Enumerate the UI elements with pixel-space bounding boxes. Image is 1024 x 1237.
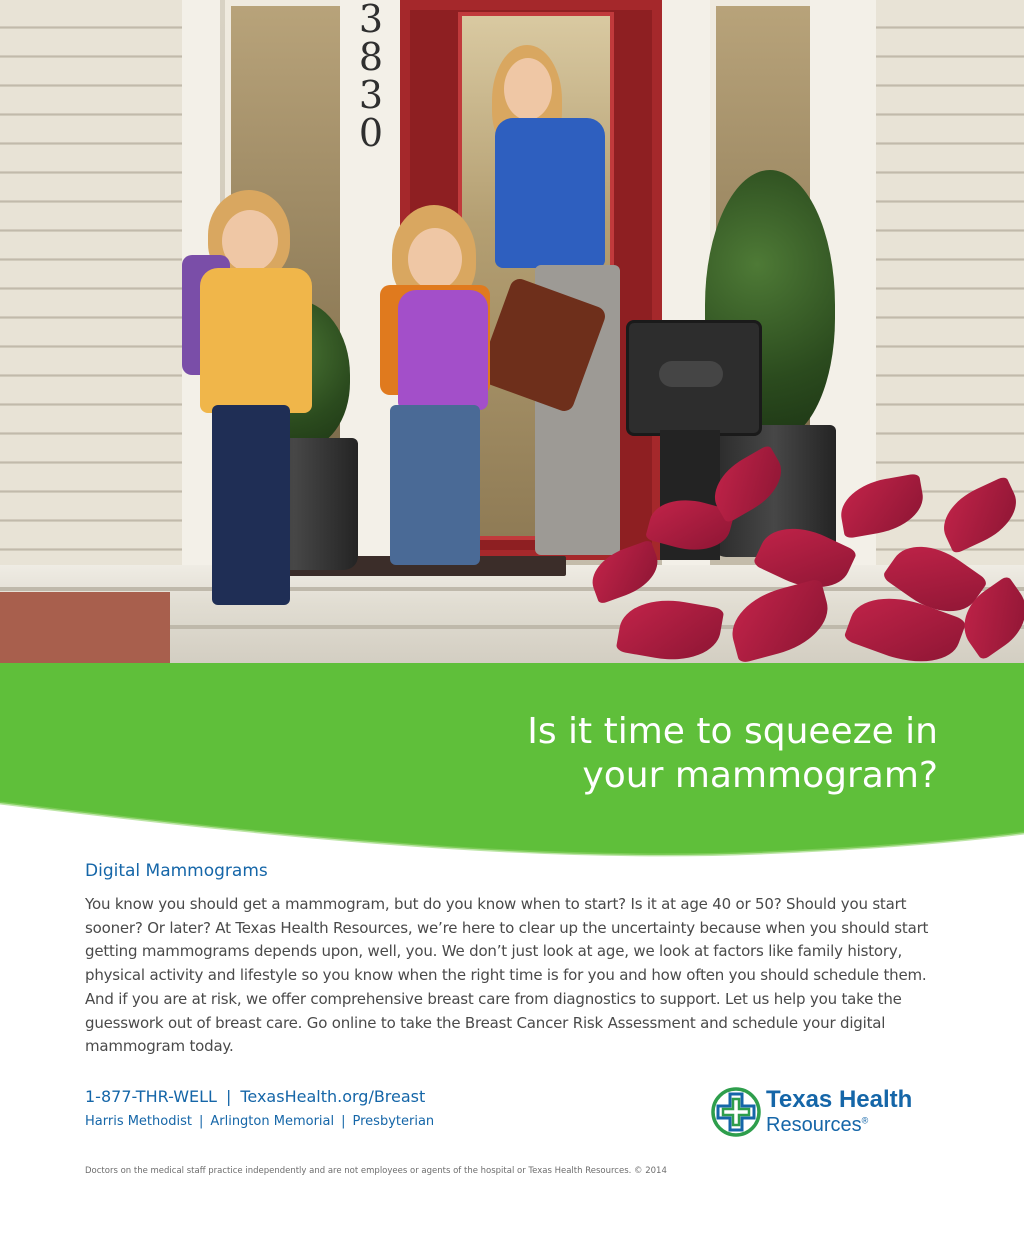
hospital-separator: |	[198, 1114, 204, 1129]
section-heading: Digital Mammograms	[85, 861, 268, 881]
girl-right-jeans	[390, 405, 480, 565]
house-number-digit: 8	[358, 35, 384, 79]
girl-left-face	[222, 210, 278, 272]
hospital-name: Harris Methodist	[85, 1114, 192, 1129]
mother-face	[504, 58, 552, 120]
girl-left-shirt	[200, 268, 312, 413]
coleus-flowerbed	[560, 440, 1024, 663]
website-link[interactable]: TexasHealth.org/Breast	[240, 1087, 426, 1106]
brick-step	[0, 592, 170, 663]
house-number-digit: 0	[358, 111, 384, 155]
disclaimer: Doctors on the medical staff practice independently and are not employees or agents of the hospital or Texas Health Resources. © 2014	[85, 1166, 667, 1176]
phone-number[interactable]: 1-877-THR-WELL	[85, 1087, 217, 1106]
hospital-separator: |	[341, 1114, 346, 1129]
girl-right-face	[408, 228, 462, 290]
leaf	[724, 578, 837, 663]
headline	[338, 710, 938, 798]
hospital-name: Presbyterian	[352, 1114, 435, 1129]
house-number	[356, 0, 386, 155]
contact-separator: |	[225, 1087, 232, 1106]
hospital-name: Arlington Memorial	[210, 1114, 335, 1129]
mailbox-plate	[659, 361, 723, 387]
leaf	[616, 592, 725, 663]
house-number-digit: 3	[358, 0, 384, 41]
registered-mark: ®	[861, 1115, 869, 1126]
girl-left-jeans	[212, 405, 290, 605]
leaf	[836, 473, 928, 539]
mailbox	[626, 320, 762, 436]
girl-right-shirt	[398, 290, 488, 410]
body-copy: You know you should get a mammogram, but do you know when to start? Is it at age 40 or 50? Should you start sooner? Or later? At Texas Health Resources, we’re here to clear up the uncertainty because when you should start getting mammograms depends upon, well, you. We don’t just look at age, we look at factors like family history, physical activity and lifestyle so you know when the right time is for you and how often you should schedule them. And if you are at risk, we offer comprehensive breast care from diagnostics to support. Let us help you take the guesswork out of breast care. Go online to take the Breast Cancer Risk Assessment and schedule your digital mammogram today.	[85, 895, 929, 1056]
contact-line	[85, 1087, 425, 1106]
house-siding-left	[0, 0, 190, 600]
leaf	[933, 475, 1024, 554]
hospital-list	[85, 1114, 434, 1129]
logo-text-line-1: Texas Health	[766, 1086, 913, 1113]
logo-text-resources: Resources	[766, 1114, 862, 1136]
headline-line-2: your mammogram?	[582, 755, 938, 796]
mother-blouse	[495, 118, 605, 268]
headline-line-1: Is it time to squeeze in	[527, 711, 938, 752]
texas-health-logo	[710, 1086, 950, 1140]
cross-logo-icon	[710, 1086, 762, 1138]
logo-text-line-2	[766, 1114, 868, 1137]
house-number-digit: 3	[358, 73, 384, 117]
leaf	[585, 539, 666, 604]
